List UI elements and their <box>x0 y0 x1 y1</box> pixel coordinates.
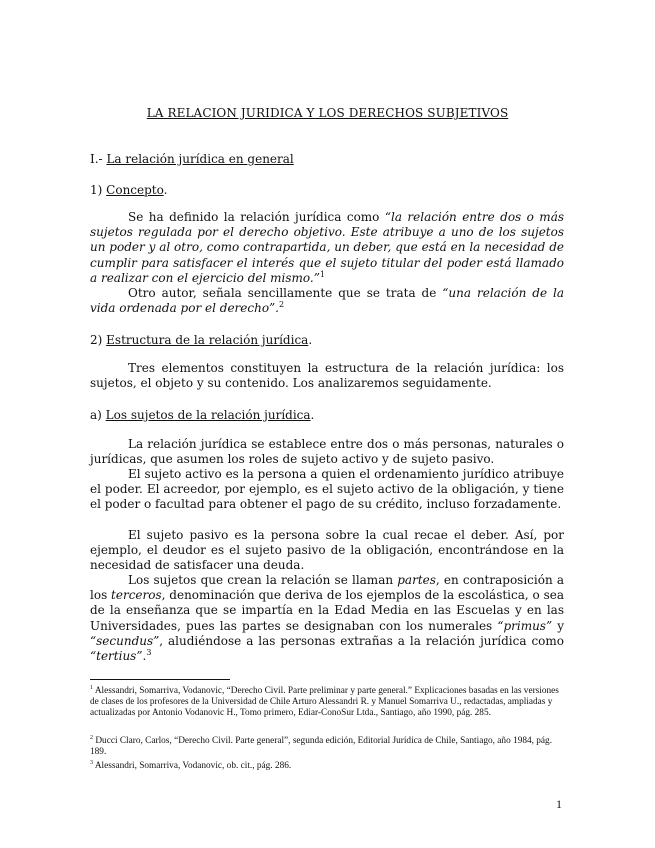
document-title: LA RELACION JURIDICA Y LOS DERECHOS SUBJETIVOS <box>146 106 509 120</box>
paragraph-passive-subject: El sujeto pasivo es la persona sobre la cual recae el deber. Así, por ejemplo, el deudor es el sujeto pasivo de la obligación, encontrándose en la necesidad de satisfacer una deuda. <box>90 528 564 573</box>
text-run: Otro autor, señala sencillamente que se trata de <box>128 286 443 300</box>
text-run: , aludiéndose a las personas extrañas a la relación jurídica como <box>159 633 564 648</box>
paragraph-active-subject: El sujeto activo es la persona a quien el ordenamiento jurídico atribuye el poder. El acreedor, por ejemplo, es el sujeto activo de la obligación, y tiene el poder o facultad para obtener el pago de su crédito, incluso forzadamente. <box>90 467 564 512</box>
page-number: 1 <box>556 797 562 811</box>
subheading-punct: . <box>163 183 168 197</box>
subheading-number: 1) <box>90 183 103 197</box>
text-run: , denominación que deriva de los ejemplos de la escolástica, o sea de la enseñanza que se impartía en la Edad Media en las Escuelas y en las Universidades, pues las partes se designaban con los numerales <box>90 588 564 633</box>
subheading-estructura <box>90 333 312 347</box>
term-tertius: “tertius” <box>90 649 143 664</box>
paragraph-parties <box>90 573 564 664</box>
subheading-number: a) <box>90 408 102 422</box>
footnote-2 <box>90 736 564 758</box>
text-run: Se ha definido la relación jurídica como <box>128 210 385 224</box>
quote-run: “la relación entre dos o más sujetos regulada por el derecho objetivo. Este atribuye a uno de los sujetos un poder y al otro, como contrapartida, un deber, que está en la necesidad de cumplir para satisfacer el interés que el sujeto titular del poder está llamado a realizar con el ejercicio del mismo.” <box>90 210 565 285</box>
subheading-punct: . <box>308 333 313 347</box>
footnote-number: 3 <box>90 759 93 766</box>
footnote-text: Alessandri, Somarriva, Vodanovic, “Derecho Civil. Parte preliminar y parte general.” Explicaciones basadas en las versiones de clases de los profesores de la Universidad de Chile Arturo Alessandri R. y Manuel Somarriva U., redactadas, ampliadas y actualizadas por Antonio Vodanovic H., Tomo primero, Ediar-ConoSur Ltda., Santiago, año 1990, pág. 285. <box>90 686 559 718</box>
term-terceros: terceros <box>111 588 162 603</box>
paragraph-definition <box>90 210 564 286</box>
quote-run: “una relación de la vida ordenada por el derecho”. <box>90 286 564 316</box>
term-primus: “primus” <box>497 618 553 633</box>
term-partes: partes <box>397 573 436 587</box>
footnote-ref-2: 2 <box>279 300 285 310</box>
subheading-sujetos <box>90 408 314 422</box>
subheading-label: Los sujetos de la relación jurídica <box>105 408 311 422</box>
text-run: . <box>142 649 147 664</box>
subheading-punct: . <box>310 408 315 422</box>
text-run: Los sujetos que crean la relación se llaman <box>128 573 398 587</box>
paragraph-persons: La relación jurídica se establece entre dos o más personas, naturales o jurídicas, que asumen los roles de sujeto activo y de sujeto pasivo. <box>90 437 564 467</box>
subheading-number: 2) <box>90 333 103 347</box>
subheading-label: Concepto <box>106 183 164 197</box>
text-run: , en contraposición a los <box>90 573 565 603</box>
paragraph-structure: Tres elementos constituyen la estructura de la relación jurídica: los sujetos, el objeto y su contenido. Los analizaremos seguidamente. <box>90 361 564 391</box>
section-label: La relación jurídica en general <box>106 152 294 166</box>
section-number: I.- <box>90 152 103 166</box>
footnote-3 <box>90 761 564 772</box>
footnote-divider <box>90 679 230 680</box>
text-run: y <box>552 618 564 633</box>
subheading-concepto <box>90 183 167 197</box>
footnote-number: 1 <box>90 684 93 691</box>
paragraph-other-author <box>90 286 564 316</box>
footnote-1 <box>90 686 564 719</box>
footnote-text: Ducci Claro, Carlos, “Derecho Civil. Parte general”, segunda edición, Editorial Jurídica de Chile, Santiago, año 1984, pág. 189. <box>90 736 553 757</box>
section-heading-I <box>90 152 294 166</box>
footnote-ref-1: 1 <box>319 269 325 279</box>
footnote-ref-3: 3 <box>146 648 152 658</box>
subheading-label: Estructura de la relación jurídica <box>106 333 309 347</box>
footnote-text: Alessandri, Somarriva, Vodanovic, ob. cit., pág. 286. <box>94 761 292 771</box>
footnote-number: 2 <box>90 734 93 741</box>
term-secundus: “secundus” <box>90 633 160 648</box>
